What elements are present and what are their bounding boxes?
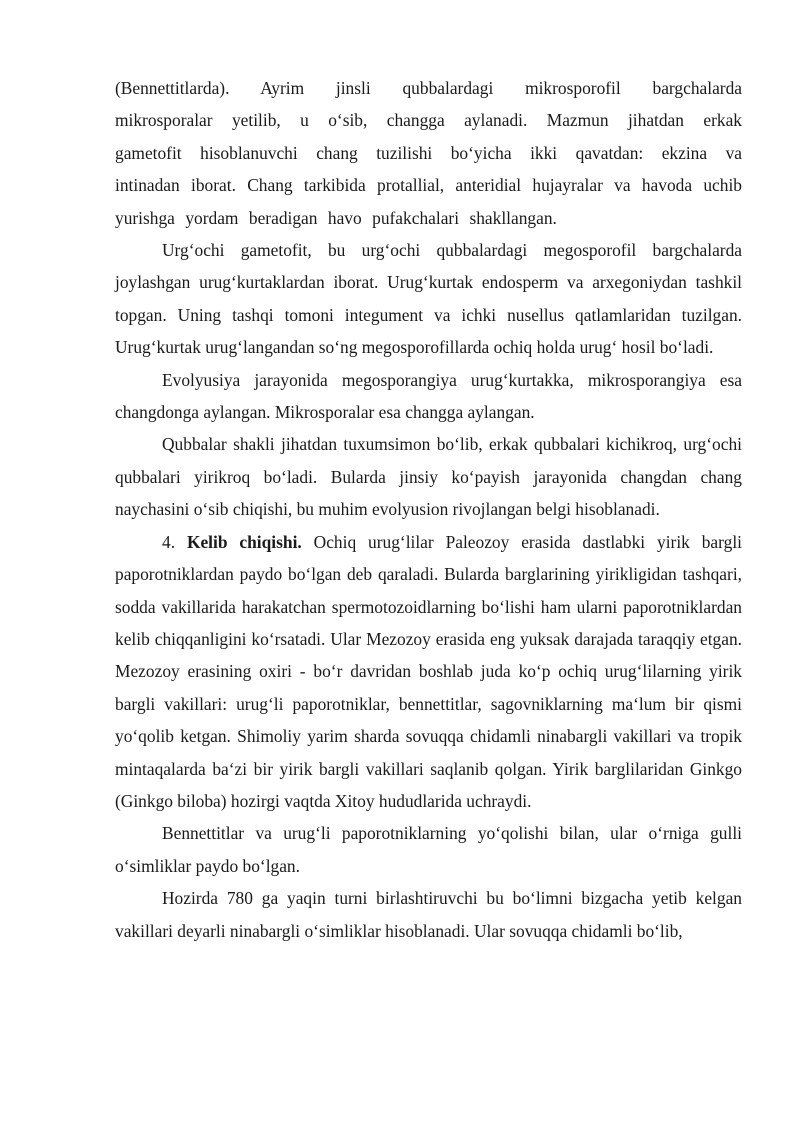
paragraph-7 — [115, 882, 742, 947]
paragraph-5-text: Ochiq urug‘lilar Paleozoy erasida dastlabki yirik bargli paporotniklardan paydo bo‘lgan deb qaraladi. Bularda barglarining yirikligidan tashqari, sodda vakillarida harakatchan spermotozoidlarning bo‘lishi ham ularni paporotniklardan kelib chiqqanligini ko‘rsatadi. Ular Mezozoy erasida eng yuksak darajada taraqqiy etgan. Mezozoy erasining oxiri - bo‘r davridan boshlab juda ko‘p ochiq urug‘lilarning yirik bargli vakillari: urug‘li paporotniklar, bennettitlar, sagovniklarning ma‘lum bir qismi yo‘qolib ketgan. Shimoliy yarim sharda sovuqqa chidamli ninabargli vakillari va tropik mintaqalarda ba‘zi bir yirik bargli vakillari saqlanib qolgan. Yirik barglilaridan Ginkgo (Ginkgo biloba) hozirgi vaqtda Xitoy hududlarida uchraydi. — [115, 531, 742, 811]
paragraph-4 — [115, 428, 742, 525]
paragraph-3 — [115, 364, 742, 429]
paragraph-3-text: Evolyusiya jarayonida megosporangiya urug‘kurtakka, mikrosporangiya esa changdonga aylangan. Mikrosporalar esa changga aylangan. — [115, 369, 742, 423]
paragraph-2 — [115, 234, 742, 364]
paragraph-2-text: Urg‘ochi gametofit, bu urg‘ochi qubbalardagi megosporofil bargchalarda joylashgan urug‘kurtaklardan iborat. Urug‘kurtak endosperm va arxegoniydan tashkil topgan. Uning tashqi tomoni integument va ichki nusellus qatlamlaridan tuzilgan. Urug‘kurtak urug‘langandan so‘ng megosporofillarda ochiq holda urug‘ hosil bo‘ladi. — [115, 240, 742, 358]
paragraph-1-text: (Bennettitlarda). Ayrim jinsli qubbalardagi mikrosporofil bargchalarda mikrosporalar yetilib, u o‘sib, changga aylanadi. Mazmun jihatdan erkak gametofit hisoblanuvchi chang tuzilishi bo‘yicha ikki qavatdan: ekzina va intinadan iborat. Chang tarkibida protallial, anteridial hujayralar va havoda uchib yurishga yordam beradigan havo pufakchalari shakllangan. — [115, 78, 742, 228]
paragraph-5-section-origin — [115, 526, 742, 818]
paragraph-6 — [115, 817, 742, 882]
paragraph-1 — [115, 72, 742, 234]
section-number: 4. — [162, 531, 176, 552]
paragraph-7-text: Hozirda 780 ga yaqin turni birlashtiruvchi bu bo‘limni bizgacha yetib kelgan vakillari deyarli ninabargli o‘simliklar hisoblanadi. Ular sovuqqa chidamli bo‘lib, — [115, 888, 742, 941]
section-heading: Kelib chiqishi. — [186, 531, 302, 552]
paragraph-4-text: Qubbalar shakli jihatdan tuxumsimon bo‘lib, erkak qubbalari kichikroq, urg‘ochi qubbalari yirikroq bo‘ladi. Bularda jinsiy ko‘payish jarayonida changdan chang naychasini o‘sib chiqishi, bu muhim evolyusion rivojlangan belgi hisoblanadi. — [115, 434, 742, 520]
document-page — [115, 72, 742, 947]
paragraph-6-text: Bennettitlar va urug‘li paporotniklarning yo‘qolishi bilan, ular o‘rniga gulli o‘simliklar paydo bo‘lgan. — [115, 823, 742, 876]
